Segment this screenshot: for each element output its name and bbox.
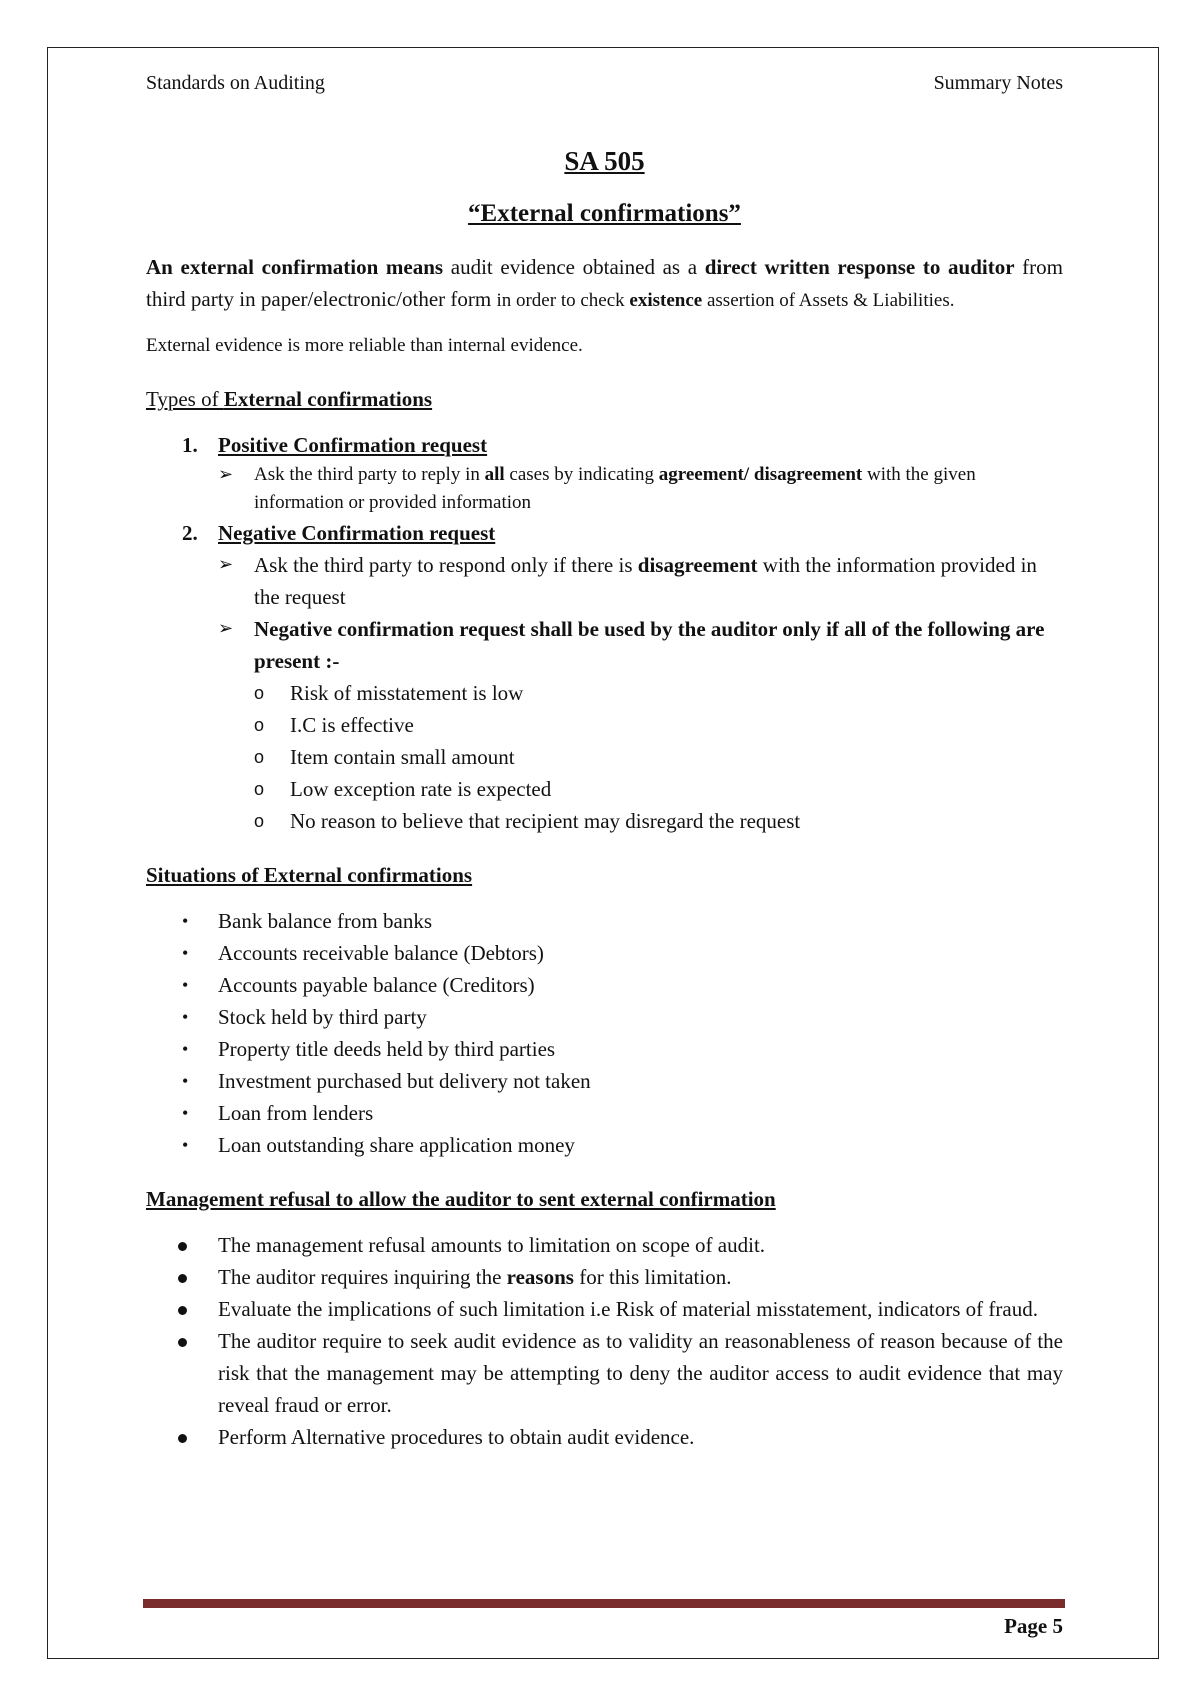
type-positive	[146, 429, 1063, 517]
item-text: cases by indicating	[504, 464, 659, 485]
type-label: Negative Confirmation request	[218, 521, 496, 545]
list-item	[254, 741, 1063, 773]
definition-paragraph	[146, 251, 1063, 317]
filled-bullet-icon	[178, 1274, 187, 1283]
item-text: with the given information or provided information	[254, 464, 976, 513]
page-title: SA 505	[564, 146, 645, 176]
types-heading	[146, 383, 1063, 415]
item-text: Ask the third party to respond only if there is	[254, 553, 638, 577]
list-item	[146, 1033, 1063, 1065]
item-text: Perform Alternative procedures to obtain audit evidence.	[218, 1425, 695, 1449]
definition-term-2: direct written response to auditor	[704, 255, 1015, 279]
arrow-list	[218, 461, 1063, 517]
refusal-list	[146, 1229, 1063, 1453]
arrow-bullet-icon: ➢	[218, 464, 234, 485]
list-item	[146, 1065, 1063, 1097]
reliability-note: External evidence is more reliable than internal evidence.	[146, 335, 583, 356]
item-text: Low exception rate is expected	[290, 777, 552, 801]
definition-text-2: from third party in paper/electronic/other form	[146, 255, 1064, 311]
header-right: Summary Notes	[933, 72, 1063, 94]
types-list	[146, 429, 1063, 837]
item-text: Investment purchased but delivery not taken	[218, 1069, 591, 1093]
item-text: Risk of misstatement is low	[290, 681, 524, 705]
type-negative	[146, 517, 1063, 837]
list-item	[146, 1325, 1063, 1421]
item-text: The auditor requires inquiring the	[218, 1265, 507, 1289]
item-text: Accounts receivable balance (Debtors)	[218, 941, 544, 965]
definition-text-3: in order to check	[496, 290, 630, 311]
situations-heading: Situations of External confirmations	[146, 863, 473, 887]
refusal-heading: Management refusal to allow the auditor to sent external confirmation	[146, 1187, 776, 1211]
filled-bullet-icon	[178, 1338, 187, 1347]
header-left: Standards on Auditing	[146, 72, 325, 94]
list-item	[146, 1293, 1063, 1325]
list-item	[254, 677, 1063, 709]
filled-bullet-icon	[178, 1306, 187, 1315]
list-item	[218, 549, 1063, 613]
dot-bullet-icon: •	[182, 1039, 189, 1059]
item-emphasis: disagreement	[637, 553, 758, 577]
item-text: Accounts payable balance (Creditors)	[218, 973, 535, 997]
dot-bullet-icon: •	[182, 943, 189, 963]
types-heading-main: External confirmations	[223, 387, 433, 411]
dot-bullet-icon: •	[182, 1135, 189, 1155]
circle-bullet-icon: o	[254, 811, 265, 831]
list-number: 2.	[182, 521, 198, 545]
types-heading-prefix: Types of	[146, 387, 224, 411]
filled-bullet-icon	[178, 1434, 187, 1443]
definition-text-1: audit evidence obtained as a	[443, 255, 705, 279]
item-text: I.C is effective	[290, 713, 414, 737]
list-item	[146, 1229, 1063, 1261]
circle-bullet-icon: o	[254, 747, 265, 767]
item-text: Item contain small amount	[290, 745, 515, 769]
circle-bullet-icon: o	[254, 715, 265, 735]
arrow-list	[218, 549, 1063, 837]
list-item	[254, 805, 1063, 837]
item-text: Bank balance from banks	[218, 909, 433, 933]
list-item	[146, 1001, 1063, 1033]
list-number: 1.	[182, 433, 198, 457]
dot-bullet-icon: •	[182, 975, 189, 995]
list-item	[146, 1129, 1063, 1161]
definition-text-4: assertion of Assets & Liabilities.	[702, 290, 955, 311]
list-item	[254, 709, 1063, 741]
item-text: Loan outstanding share application money	[218, 1133, 575, 1157]
dot-bullet-icon: •	[182, 1007, 189, 1027]
list-item	[218, 461, 1063, 517]
arrow-bullet-icon: ➢	[218, 618, 234, 639]
item-text: for this limitation.	[573, 1265, 732, 1289]
situations-list	[146, 905, 1063, 1161]
dot-bullet-icon: •	[182, 1103, 189, 1123]
negative-condition: Negative confirmation request shall be used by the auditor only if all of the following are present :-	[254, 617, 1045, 673]
item-text: No reason to believe that recipient may disregard the request	[290, 809, 801, 833]
arrow-bullet-icon: ➢	[218, 554, 234, 575]
definition-term: An external confirmation means	[146, 255, 444, 279]
item-text: Ask the third party to reply in	[254, 464, 485, 485]
list-item	[146, 1421, 1063, 1453]
list-item	[254, 773, 1063, 805]
list-item	[146, 905, 1063, 937]
item-text: Loan from lenders	[218, 1101, 374, 1125]
item-text: The auditor require to seek audit evidence as to validity an reasonableness of reason because of the risk that the management may be attempting to deny the auditor access to audit evidence that may reveal fraud or error.	[218, 1329, 1063, 1417]
footer-rule	[143, 1599, 1065, 1608]
list-item	[146, 1097, 1063, 1129]
type-label: Positive Confirmation request	[218, 433, 488, 457]
dot-bullet-icon: •	[182, 1071, 189, 1091]
condition-list	[218, 677, 1063, 837]
dot-bullet-icon: •	[182, 911, 189, 931]
list-item	[146, 937, 1063, 969]
page-header	[146, 72, 1063, 100]
item-text: Evaluate the implications of such limitation i.e Risk of material misstatement, indicators of fraud.	[218, 1297, 1038, 1321]
item-text: Stock held by third party	[218, 1005, 427, 1029]
filled-bullet-icon	[178, 1242, 187, 1251]
list-item	[146, 969, 1063, 1001]
item-text: The management refusal amounts to limitation on scope of audit.	[218, 1233, 766, 1257]
page-subtitle: “External confirmations”	[468, 200, 741, 227]
definition-term-3: existence	[629, 290, 703, 311]
item-text: with the information provided in the request	[254, 553, 1037, 609]
page-number: Page 5	[1004, 1614, 1063, 1638]
item-emphasis: agreement/ disagreement	[658, 464, 863, 485]
item-emphasis: all	[484, 464, 505, 485]
item-emphasis: reasons	[506, 1265, 574, 1289]
list-item	[218, 613, 1063, 837]
circle-bullet-icon: o	[254, 683, 265, 703]
page-content	[146, 143, 1063, 1453]
list-item	[146, 1261, 1063, 1293]
item-text: Property title deeds held by third parties	[218, 1037, 556, 1061]
circle-bullet-icon: o	[254, 779, 265, 799]
